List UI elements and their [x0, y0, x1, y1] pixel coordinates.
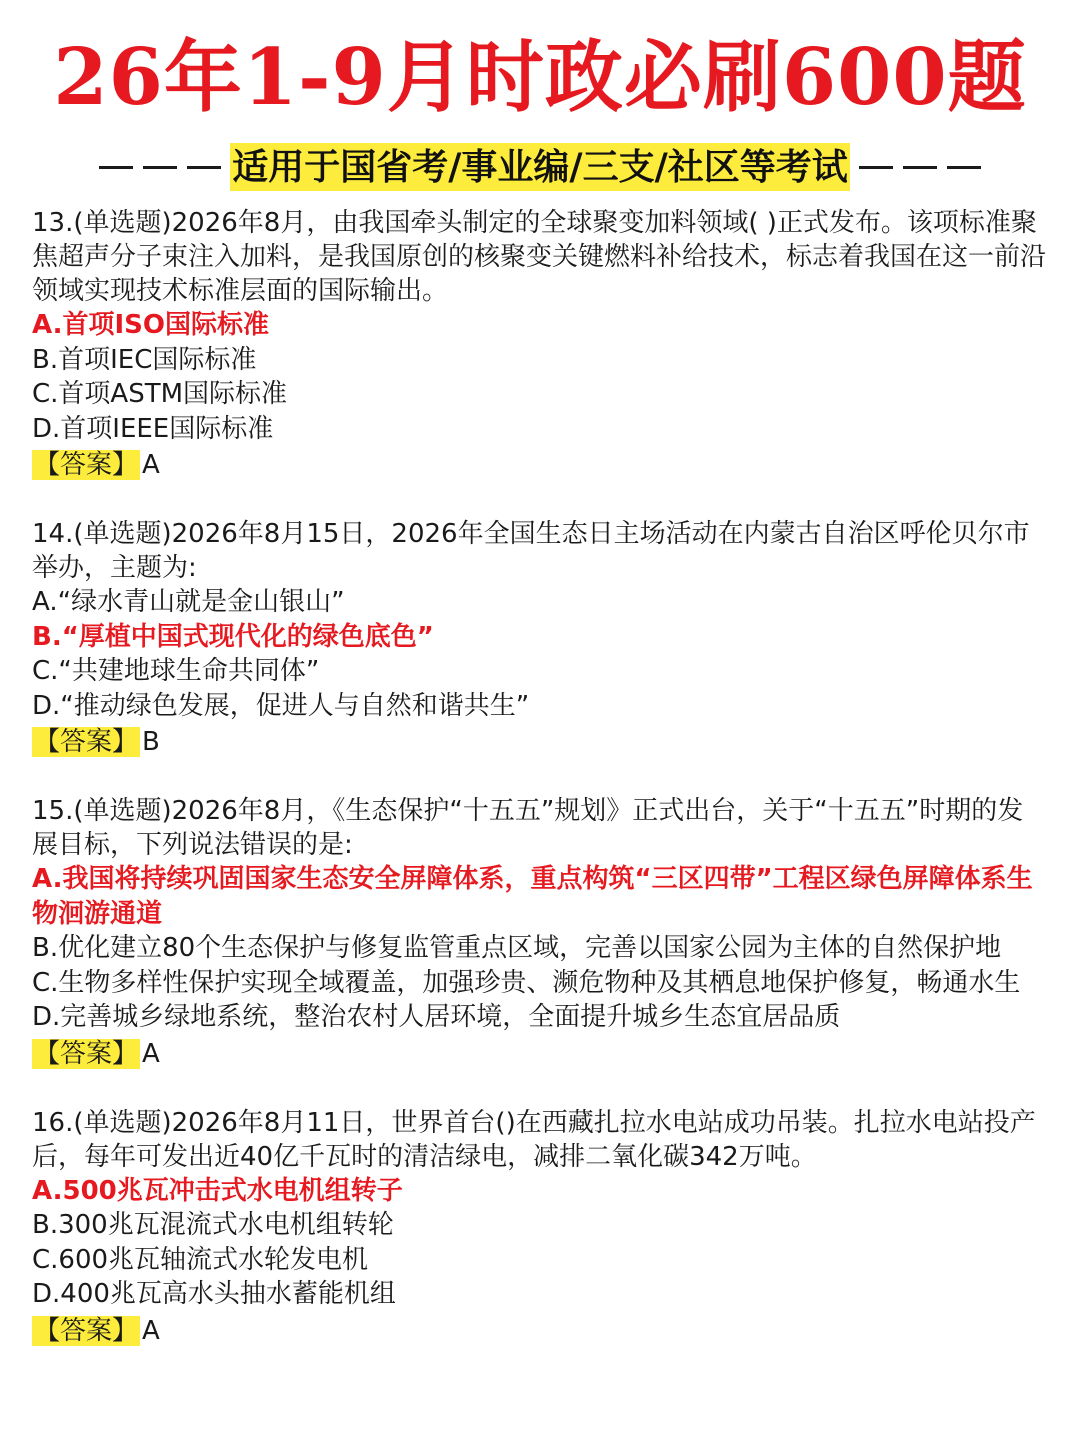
answer-label: 【答案】 — [34, 1038, 139, 1069]
question-stem: 15.(单选题)2026年8月，《生态保护“十五五”规划》正式出台，关于“十五五”时期的发展目标，下列说法错误的是: — [32, 796, 1024, 860]
question-block — [32, 1106, 1048, 1349]
answer-line — [32, 447, 1048, 483]
answer-line — [32, 724, 1048, 760]
answer-line — [32, 1036, 1048, 1072]
answer-line — [32, 1313, 1048, 1349]
option-a: A.我国将持续巩固国家生态安全屏障体系，重点构筑“三区四带”工程区绿色屏障体系生物洄游通道 — [32, 864, 1033, 929]
right-dash-divider — [903, 166, 937, 169]
page-title: 26年1-9月时政必刷600题 — [53, 32, 1027, 123]
option-a: A.“绿水青山就是金山银山” — [32, 587, 345, 617]
option-a: A.500兆瓦冲击式水电机组转子 — [32, 1175, 403, 1206]
right-dash-divider — [947, 166, 981, 169]
question-list — [32, 206, 1048, 1383]
answer-label: 【答案】 — [34, 727, 139, 757]
option-b: B.“厚植中国式现代化的绿色底色” — [32, 621, 434, 652]
option-d: D.“推动绿色发展，促进人与自然和谐共生” — [32, 690, 530, 721]
question-stem: 14.(单选题)2026年8月15日，2026年全国生态日主场活动在内蒙古自治区呼伦贝尔市举办，主题为: — [32, 519, 1030, 583]
left-dash-divider — [99, 166, 133, 169]
left-dash-divider — [187, 166, 221, 169]
option-c: C.首项ASTM国际标准 — [32, 379, 288, 409]
question-block — [32, 517, 1048, 760]
option-c: C.600兆瓦轴流式水轮发电机 — [32, 1244, 369, 1275]
answer-value: A — [142, 450, 160, 480]
answer-value: A — [142, 1038, 160, 1069]
question-block — [32, 794, 1048, 1072]
answer-label: 【答案】 — [34, 1315, 139, 1346]
option-c: C.生物多样性保护实现全域覆盖，加强珍贵、濒危物种及其栖息地保护修复，畅通水生 — [32, 967, 1021, 998]
left-dash-divider — [143, 166, 177, 169]
question-block — [32, 206, 1048, 483]
option-d: D.首项IEEE国际标准 — [32, 413, 274, 444]
question-stem: 16.(单选题)2026年8月11日，世界首台()在西藏扎拉水电站成功吊装。扎拉水电站投产后，每年可发出近40亿千瓦时的清洁绿电，减排二氧化碳342万吨。 — [32, 1107, 1036, 1172]
option-d: D.400兆瓦高水头抽水蓄能机组 — [32, 1279, 396, 1309]
answer-value: A — [142, 1315, 160, 1346]
option-a: A.首项ISO国际标准 — [32, 310, 269, 340]
subtitle: 适用于国省考/事业编/三支/社区等考试 — [230, 143, 849, 191]
option-b: B.300兆瓦混流式水电机组转轮 — [32, 1210, 394, 1240]
option-d: D.完善城乡绿地系统，整治农村人居环境，全面提升城乡生态宜居品质 — [32, 1002, 841, 1032]
answer-label: 【答案】 — [34, 450, 139, 480]
subtitle-banner — [0, 140, 1080, 194]
question-stem: 13.(单选题)2026年8月，由我国牵头制定的全球聚变加料领域( )正式发布。该项标准聚焦超声分子束注入加料，是我国原创的核聚变关键燃料补给技术，标志着我国在这一前沿领域实现技术标准层面的国际输出。 — [32, 208, 1047, 306]
option-b: B.优化建立80个生态保护与修复监管重点区域，完善以国家公园为主体的自然保护地 — [32, 933, 1002, 963]
option-b: B.首项IEC国际标准 — [32, 344, 257, 375]
answer-value: B — [142, 727, 160, 757]
right-dash-divider — [859, 166, 893, 169]
option-c: C.“共建地球生命共同体” — [32, 656, 320, 686]
